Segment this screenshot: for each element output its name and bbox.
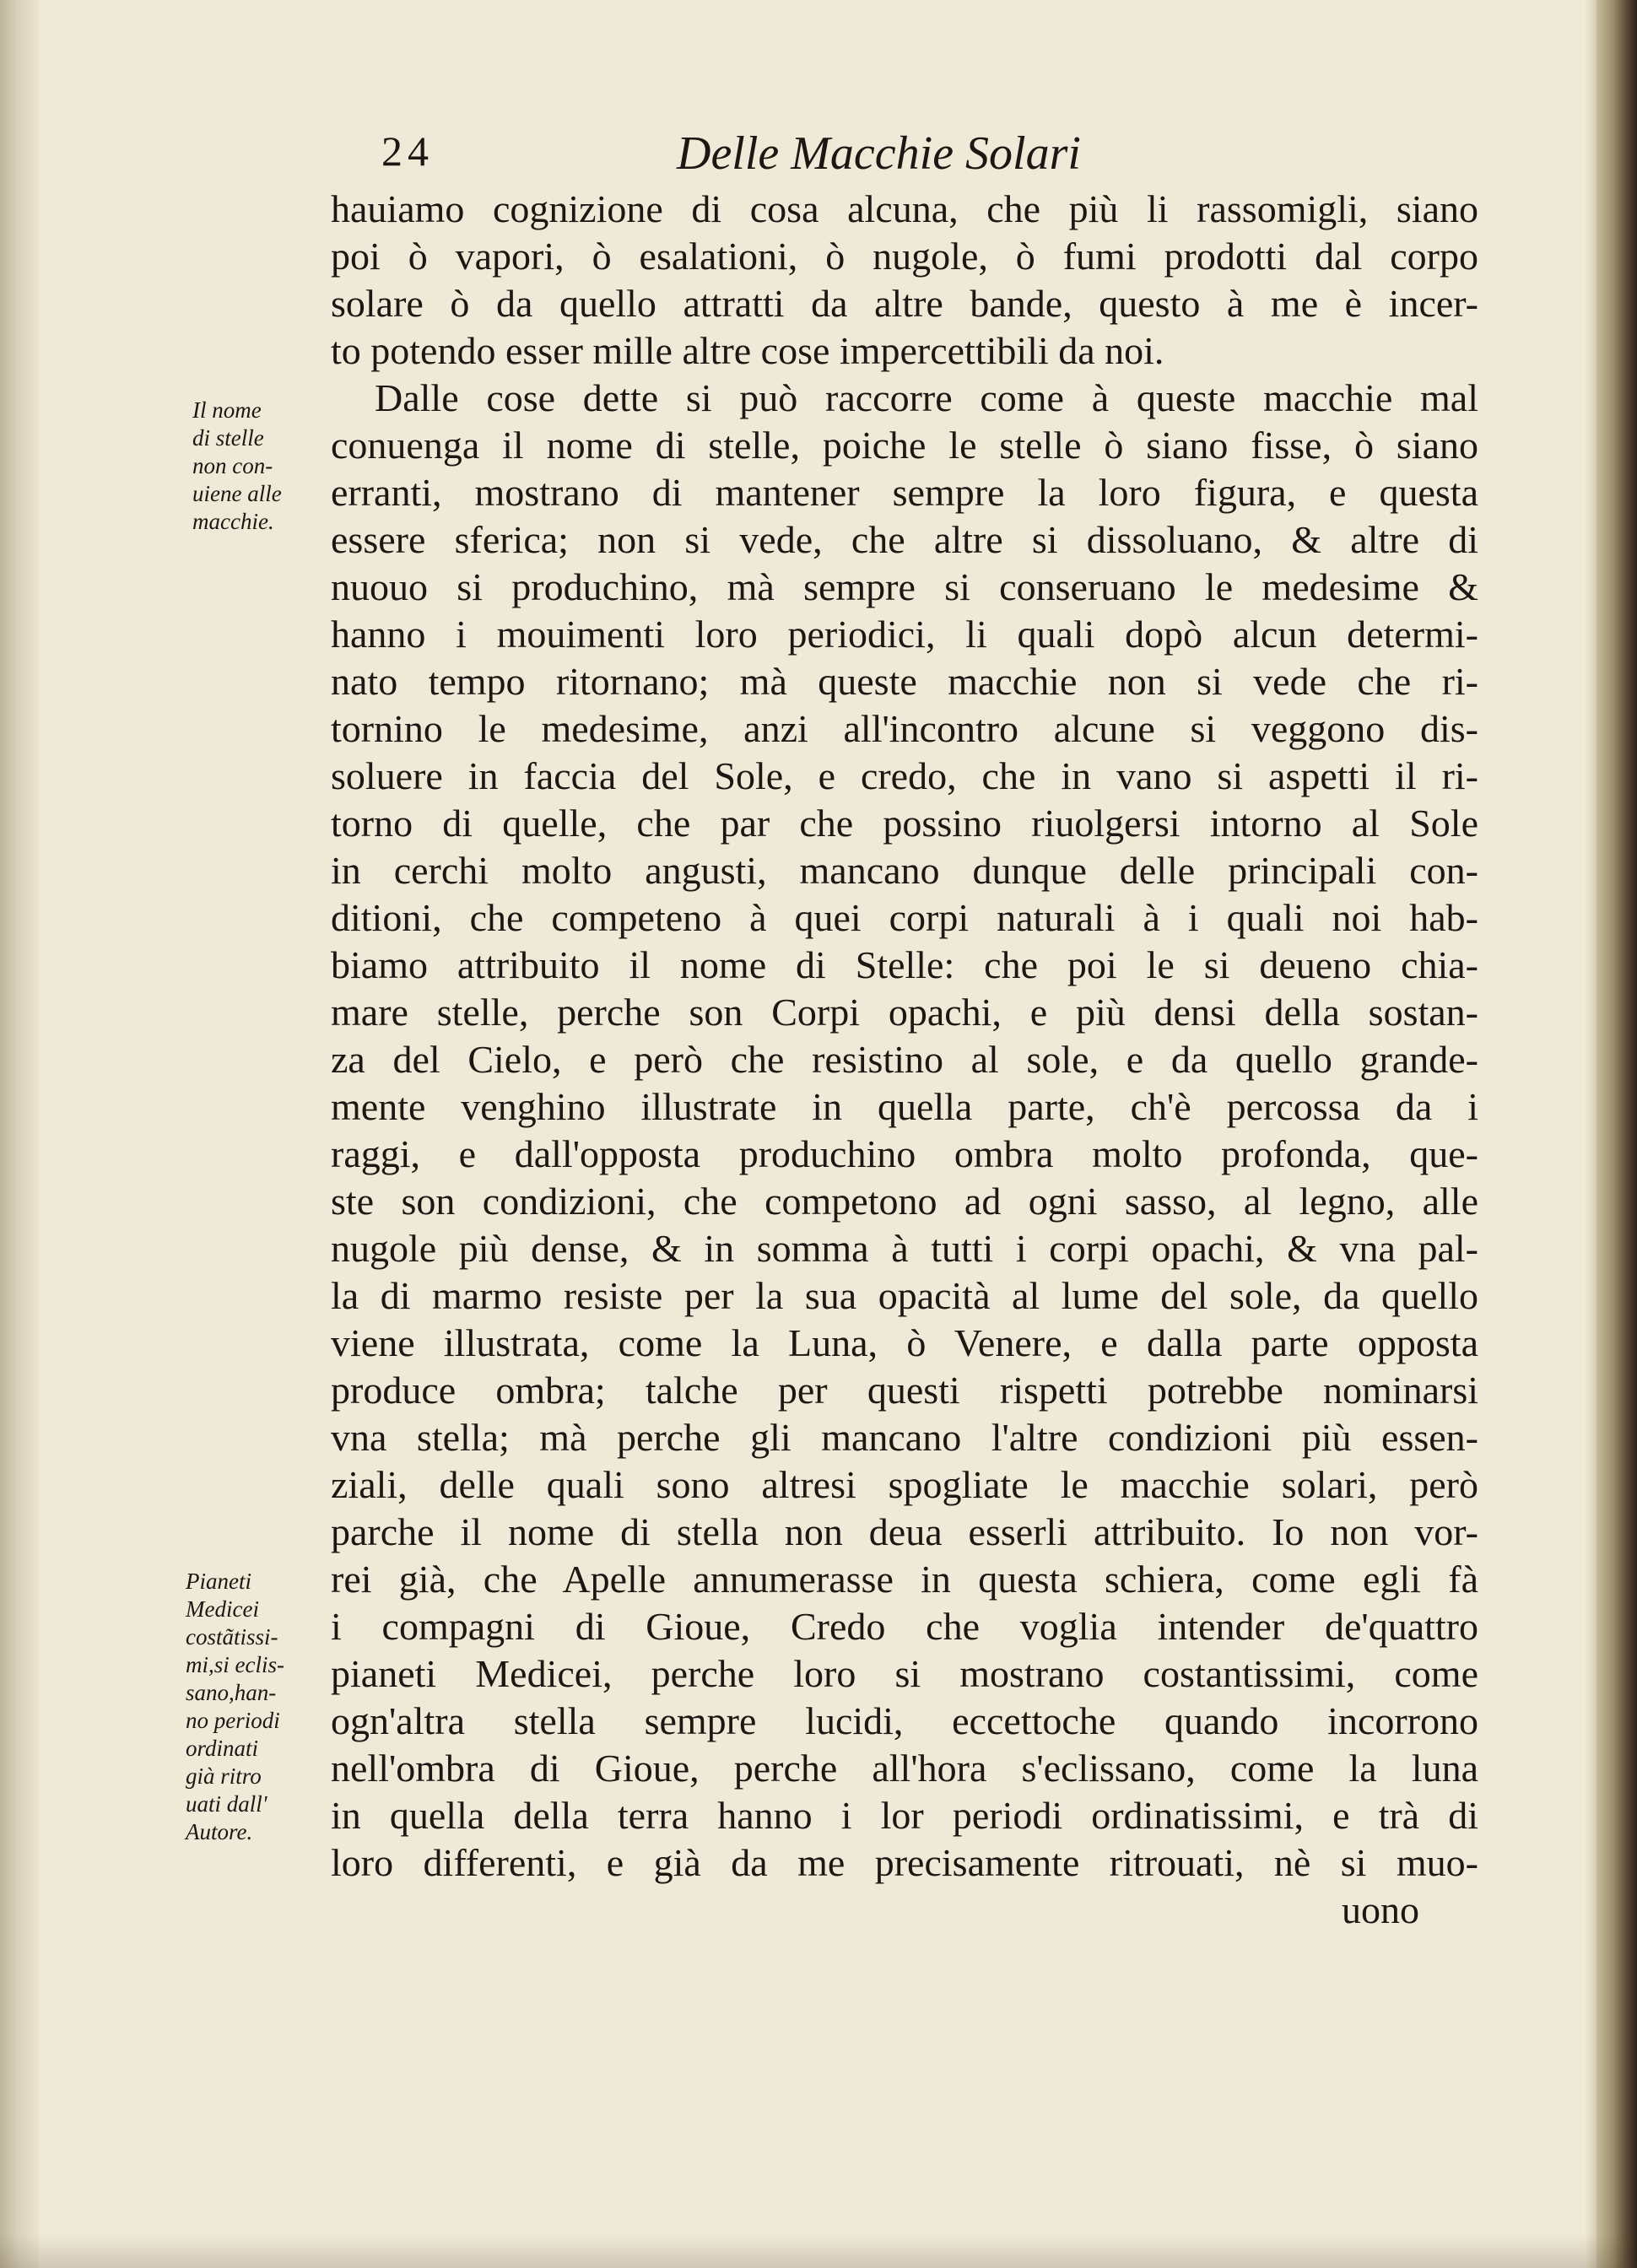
catchword: uono <box>1342 1888 1419 1931</box>
margin-note-line: Il nome <box>192 397 262 423</box>
margin-note-line: Pianeti <box>186 1569 251 1594</box>
text-line: ste son condizioni, che competono ad ogni sasso, al legno, alle <box>331 1180 1478 1223</box>
margin-note-line: mi,si eclis- <box>186 1652 284 1677</box>
text-line: soluere in faccia del Sole, e credo, che in vano si aspetti il ri- <box>331 754 1478 797</box>
text-line: nell'ombra di Gioue, perche all'hora s'eclissano, come la luna <box>331 1747 1478 1790</box>
text-line: loro differenti, e già da me precisamente ritrouati, nè si muo- <box>331 1841 1478 1884</box>
text-line: la di marmo resiste per la sua opacità al lume del sole, da quello <box>331 1274 1478 1317</box>
text-line: erranti, mostrano di mantener sempre la loro figura, e questa <box>331 471 1478 514</box>
margin-note <box>186 1568 319 1846</box>
text-line: ditioni, che competeno à quei corpi naturali à i quali noi hab- <box>331 896 1478 939</box>
margin-note-line: macchie. <box>192 509 274 534</box>
text-line: hanno i mouimenti loro periodici, li quali dopò alcun determi- <box>331 613 1478 656</box>
text-line: torno di quelle, che par che possino riuolgersi intorno al Sole <box>331 802 1478 845</box>
text-line: biamo attribuito il nome di Stelle: che poi le si deueno chia- <box>331 943 1478 986</box>
margin-note-line: uati dall' <box>186 1791 267 1817</box>
text-line: rei già, che Apelle annumerasse in questa schiera, come egli fà <box>331 1558 1478 1601</box>
text-line: to potendo esser mille altre cose impercettibili da noi. <box>331 329 1164 372</box>
page-edge <box>1585 0 1596 2268</box>
text-line: nugole più dense, & in somma à tutti i corpi opachi, & vna pal- <box>331 1227 1478 1270</box>
margin-note-line: costãtissi- <box>186 1624 278 1650</box>
body-text <box>331 186 1478 1934</box>
margin-note <box>192 397 319 536</box>
margin-note-line: ordinati <box>186 1736 259 1761</box>
binding-gutter <box>0 0 39 2268</box>
text-line: nato tempo ritornano; mà queste macchie non si vede che ri- <box>331 660 1478 703</box>
margin-note-line: uiene alle <box>192 481 282 506</box>
margin-note-line: no periodi <box>186 1708 280 1733</box>
text-line: mente venghino illustrate in quella parte, ch'è percossa da i <box>331 1085 1478 1128</box>
text-line: mare stelle, perche son Corpi opachi, e più densi della sostan- <box>331 991 1478 1034</box>
text-line: Dalle cose dette si può raccorre come à queste macchie mal <box>375 376 1478 419</box>
text-line: produce ombra; talche per questi rispetti potrebbe nominarsi <box>331 1369 1478 1412</box>
text-line: za del Cielo, e però che resistino al sole, e da quello grande- <box>331 1038 1478 1081</box>
text-line: essere sferica; non si vede, che altre si dissoluano, & altre di <box>331 518 1478 561</box>
margin-note-line: già ritro <box>186 1763 262 1789</box>
book-fore-edge <box>1596 0 1637 2268</box>
margin-note-line: Medicei <box>186 1596 259 1622</box>
text-line: parche il nome di stella non deua esserli attribuito. Io non vor- <box>331 1510 1478 1553</box>
margin-note-line: non con- <box>192 453 273 478</box>
text-line: viene illustrata, come la Luna, ò Venere, e dalla parte opposta <box>331 1321 1478 1364</box>
margin-note-line: sano,han- <box>186 1680 277 1705</box>
text-line: i compagni di Gioue, Credo che voglia intender de'quattro <box>331 1605 1478 1648</box>
text-line: solare ò da quello attratti da altre bande, questo à me è incer- <box>331 282 1478 325</box>
text-line: in cerchi molto angusti, mancano dunque delle principali con- <box>331 849 1478 892</box>
running-head: Delle Macchie Solari <box>677 127 1081 180</box>
page-number: 24 <box>381 127 434 175</box>
text-line: in quella della terra hanno i lor periodi ordinatissimi, e trà di <box>331 1794 1478 1837</box>
margin-note-line: di stelle <box>192 425 264 451</box>
text-line: tornino le medesime, anzi all'incontro alcune si veggono dis- <box>331 707 1478 750</box>
margin-note-line: Autore. <box>186 1819 253 1844</box>
text-line: poi ò vapori, ò esalationi, ò nugole, ò fumi prodotti dal corpo <box>331 235 1478 278</box>
text-line: hauiamo cognizione di cosa alcuna, che più li rassomigli, siano <box>331 187 1478 230</box>
bottom-shadow <box>0 2234 1637 2268</box>
page-header <box>381 127 1478 186</box>
text-line: raggi, e dall'opposta produchino ombra molto profonda, que- <box>331 1132 1478 1175</box>
text-line: vna stella; mà perche gli mancano l'altre condizioni più essen- <box>331 1416 1478 1459</box>
text-line: ziali, delle quali sono altresi spogliate le macchie solari, però <box>331 1463 1478 1506</box>
text-line: ogn'altra stella sempre lucidi, eccettoche quando incorrono <box>331 1699 1478 1742</box>
text-line: nuouo si produchino, mà sempre si conseruano le medesime & <box>331 565 1478 608</box>
text-line: pianeti Medicei, perche loro si mostrano costantissimi, come <box>331 1652 1478 1695</box>
text-line: conuenga il nome di stelle, poiche le stelle ò siano fisse, ò siano <box>331 424 1478 467</box>
